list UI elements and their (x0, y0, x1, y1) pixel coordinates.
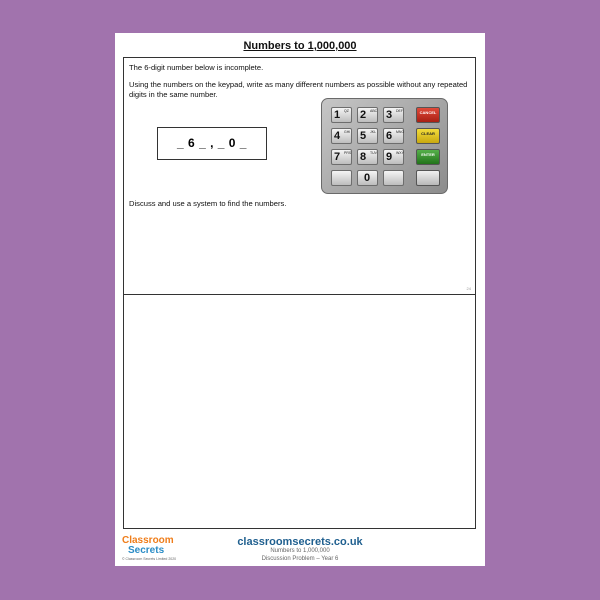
key-letters: WXY (396, 151, 404, 155)
question-box (123, 57, 476, 295)
key-3[interactable] (383, 107, 404, 123)
footer-subtitle-type: Discussion Problem – Year 6 (261, 556, 339, 562)
keypad (321, 98, 448, 194)
key-0[interactable] (357, 170, 378, 186)
key-4[interactable] (331, 128, 352, 144)
key-7[interactable] (331, 149, 352, 165)
key-digit: 2 (360, 109, 367, 121)
incomplete-number: _ 6 _ , _ 0 _ (157, 127, 267, 160)
key-letters: PRS (344, 151, 352, 155)
key-letters: QZ (344, 109, 349, 113)
key-digit: 5 (360, 130, 367, 142)
cancel-key[interactable]: CANCEL (416, 107, 440, 123)
key-6[interactable] (383, 128, 404, 144)
key-letters: MNO (396, 130, 405, 134)
key-blank-left[interactable] (331, 170, 352, 186)
page-number: 24 (466, 286, 471, 291)
key-digit: 1 (334, 109, 341, 121)
key-letters: TUV (370, 151, 377, 155)
blank-function-key[interactable] (416, 170, 440, 186)
clear-key[interactable]: CLEAR (416, 128, 440, 144)
footer-subtitle-topic: Numbers to 1,000,000 (270, 548, 330, 554)
key-5[interactable] (357, 128, 378, 144)
key-letters: DEF (396, 109, 403, 113)
logo-line-1: Classroom (122, 535, 174, 546)
key-digit: 7 (334, 151, 341, 163)
key-digit: 4 (334, 130, 341, 142)
key-digit: 8 (360, 151, 367, 163)
key-digit: 3 (386, 109, 393, 121)
prompt-text: Discuss and use a system to find the numbers. (129, 199, 287, 208)
copyright-text: © Classroom Secrets Limited 2020 (122, 557, 177, 561)
key-9[interactable] (383, 149, 404, 165)
key-8[interactable] (357, 149, 378, 165)
enter-key[interactable]: ENTER (416, 149, 440, 165)
worksheet (115, 33, 485, 566)
key-2[interactable] (357, 107, 378, 123)
key-digit: 0 (364, 172, 371, 184)
instruction-text: Using the numbers on the keypad, write as many different numbers as possible without any repeated digits in the same number. (129, 80, 468, 99)
key-blank-right[interactable] (383, 170, 404, 186)
key-letters: GHI (344, 130, 351, 134)
answer-box[interactable] (123, 295, 476, 529)
key-digit: 6 (386, 130, 393, 142)
key-letters: ABC (370, 109, 378, 113)
site-url[interactable]: classroomsecrets.co.uk (237, 536, 363, 548)
worksheet-title: Numbers to 1,000,000 (243, 40, 357, 52)
logo-line-2: Secrets (128, 545, 165, 556)
key-1[interactable] (331, 107, 352, 123)
intro-text: The 6-digit number below is incomplete. (129, 63, 264, 72)
key-digit: 9 (386, 151, 393, 163)
key-letters: JKL (370, 130, 377, 134)
